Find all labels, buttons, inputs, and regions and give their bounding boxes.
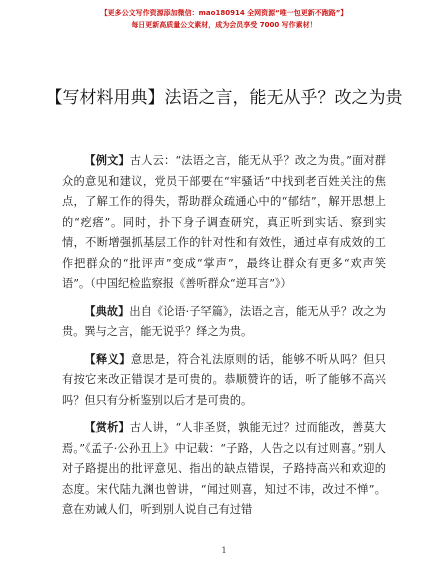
document-title: 【写材料用典】法语之言，能无从乎？改之为贵 [45,88,403,108]
paragraph-allusion [62,302,386,343]
paragraph-appreciation [62,418,386,521]
paragraph-tag: 【赏析】 [84,421,130,434]
document-body [62,151,386,528]
paragraph-text: 古人讲，“人非圣贤，孰能无过？过而能改，善莫大焉。”《孟子·公孙丑上》中记载：“子路，人告之以有过则喜。”别人对子路提出的批评意见、指出的缺点错误，子路持高兴和欢迎的态度。宋代陆九渊也曾讲，“闻过则喜，知过不讳，改过不惮”。意在劝诫人们，听到别人说自己有过错 [62,421,386,516]
paragraph-example [62,151,386,295]
paragraph-text: 古人云：“法语之言，能无从乎？改之为贵。”面对群众的意见和建议，党员干部要在“牢骚话”中找到老百姓关注的焦点，了解工作的得失，帮助群众疏通心中的“郁结”，解开思想上的“疙瘩”。同时，扑下身子调查研究，真正听到实话、察到实情，不断增强抓基层工作的针对性和有效性，通过卓有成效的工作把群众的“批评声”变成“掌声”，最终让群众有更多“欢声笑语”。（中国纪检监察报《善听群众“逆耳言”》） [62,154,386,290]
paragraph-tag: 【例文】 [84,154,130,167]
paragraph-text: 意思是，符合礼法原则的话，能够不听从吗？但只有按它来改正错误才是可贵的。恭顺赞许的话，听了能够不高兴吗？但只有分析鉴别以后才是可贵的。 [62,352,386,407]
paragraph-meaning [62,350,386,412]
paragraph-tag: 【典故】 [84,304,130,318]
page-number: 1 [221,546,227,555]
banner-line-2: 每日更新高质量公文素材，成为会员享受 7000 写作素材！ [131,21,317,29]
paragraph-text: 出自《论语·子罕篇》，法语之言，能无从乎？改之为贵。巽与之言，能无说乎？绎之为贵。 [62,304,386,338]
paragraph-tag: 【释义】 [84,352,131,366]
banner-line-1: 【更多公文写作资源添加微信：mao180914 全网资源“唯一包更新不跑路”】 [100,9,348,17]
header-banner [0,8,448,31]
